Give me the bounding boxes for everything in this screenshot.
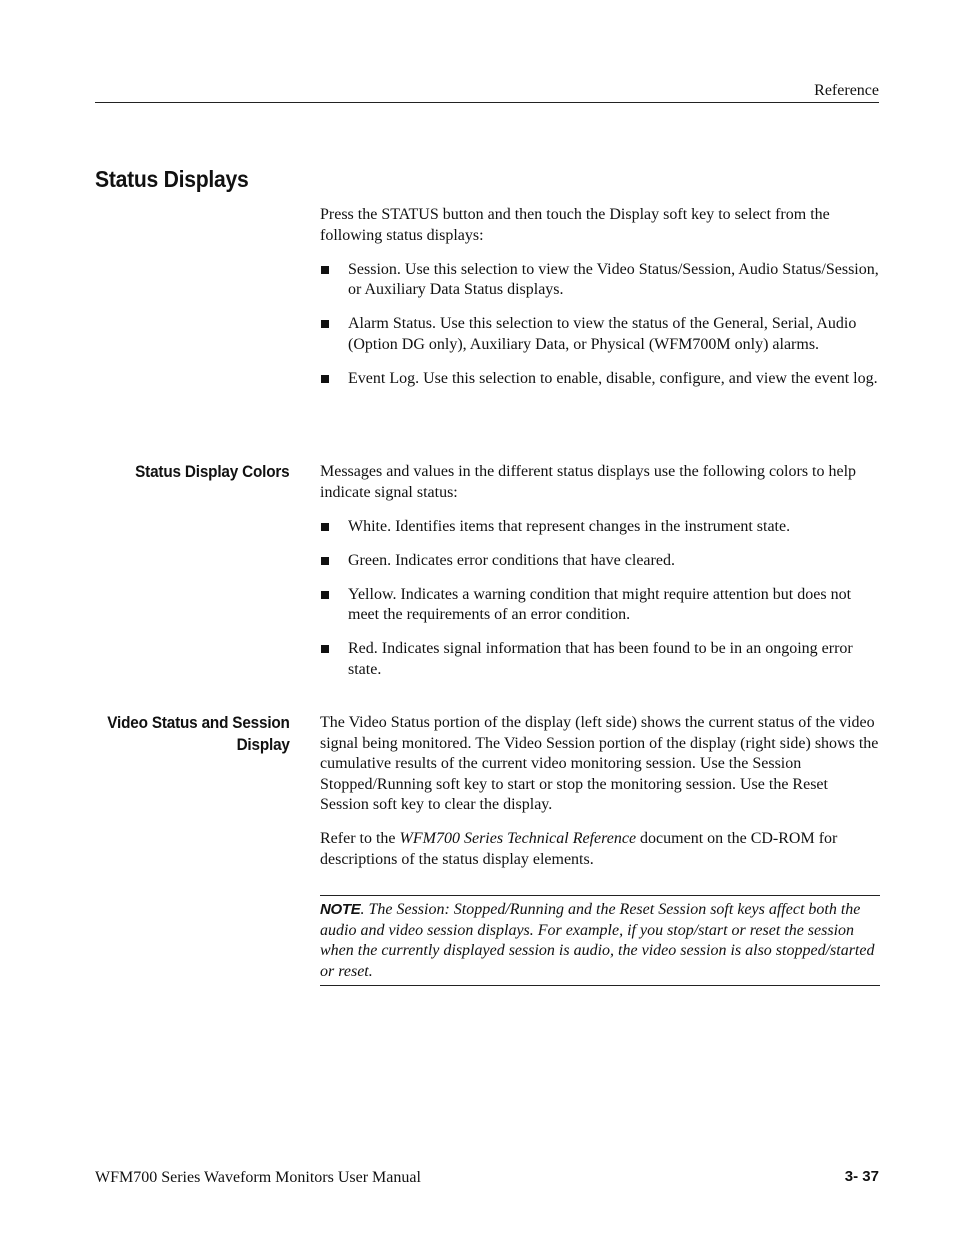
list-item: Red. Indicates signal information that has been found to be in an ongoing error state. <box>320 639 880 680</box>
bullet-square-icon <box>321 591 329 599</box>
heading-line: Video Status and Session <box>107 713 290 732</box>
running-header: Reference <box>814 82 879 99</box>
section-heading-status-display-colors: Status Display Colors <box>135 462 290 481</box>
section-heading-video-status <box>108 712 290 756</box>
bullet-square-icon <box>321 523 329 531</box>
list-item: Yellow. Indicates a warning condition that might require attention but does not meet the requirements of an error condition. <box>320 585 880 626</box>
list-item: Session. Use this selection to view the Video Status/Session, Audio Status/Session, or Auxiliary Data Status displays. <box>320 260 880 301</box>
list-item: White. Identifies items that represent changes in the instrument state. <box>320 517 880 538</box>
status-display-list <box>320 260 880 390</box>
color-list <box>320 517 880 681</box>
list-item: Alarm Status. Use this selection to view the status of the General, Serial, Audio (Option DG only), Auxiliary Data, or Physical (WFM700M only) alarms. <box>320 314 880 355</box>
list-item: Event Log. Use this selection to enable, disable, configure, and view the event log. <box>320 369 880 390</box>
page-title: Status Displays <box>95 166 249 192</box>
note-box <box>320 895 880 986</box>
page-number: 3- 37 <box>844 1168 879 1185</box>
intro-section <box>320 205 880 403</box>
bullet-square-icon <box>321 645 329 653</box>
refer-paragraph: Refer to the WFM700 Series Technical Reference document on the CD-ROM for descriptions of the status display elements. <box>320 830 838 868</box>
footer-manual-title: WFM700 Series Waveform Monitors User Manual <box>95 1169 421 1186</box>
document-title: WFM700 Series Technical Reference <box>399 830 637 847</box>
bullet-square-icon <box>321 375 329 383</box>
bullet-square-icon <box>321 266 329 274</box>
list-item: Green. Indicates error conditions that have cleared. <box>320 551 880 572</box>
bullet-square-icon <box>321 557 329 565</box>
note-label: NOTE <box>320 901 361 918</box>
heading-line: Display <box>236 735 290 754</box>
intro-paragraph: Press the STATUS button and then touch the Display soft key to select from the following status displays: <box>320 206 830 244</box>
colors-paragraph: Messages and values in the different status displays use the following colors to help indicate signal status: <box>320 463 857 501</box>
video-paragraph: The Video Status portion of the display (left side) shows the current status of the video signal being monitored. The Video Session portion of the display (right side) shows the cumulative results of the current video monitoring session. Use the Session Stopped/Running soft key to start or stop the monitoring session. Use the Reset Session soft key to clear the display. <box>320 714 879 813</box>
colors-section <box>320 462 880 694</box>
note-text: . The Session: Stopped/Running and the Reset Session soft keys affect both the audio and video session displays. For example, if you stop/start or reset the session when the currently displayed session is audio, the video session is also stopped/started or reset. <box>320 901 875 980</box>
bullet-square-icon <box>321 320 329 328</box>
video-section <box>320 713 880 870</box>
header-divider <box>95 102 879 103</box>
